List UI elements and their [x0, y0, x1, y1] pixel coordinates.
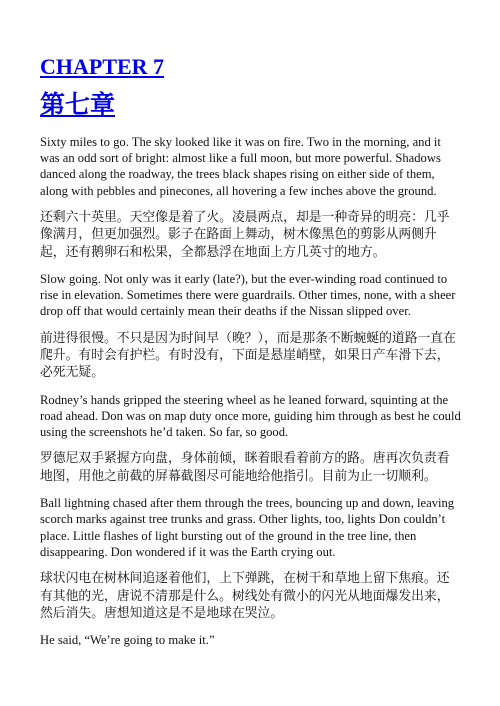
paragraph-english-4: Ball lightning chased after them through the trees, bouncing up and down, leaving scorch marks against tree trunks and grass. Other lights, too, lights Don couldn’t place. Little flashes of light bursting out of the ground in the tree line, then disappearing. Don wondered if it was the Earth crying out. [40, 496, 455, 559]
chapter-title-chinese-link[interactable]: 第七章 [40, 90, 116, 119]
paragraph-chinese-4: 球状闪电在树林间追逐着他们，上下弹跳，在树干和草地上留下焦痕。还有其他的光，唐说不清那是什么。树线处有微小的闪光从地面爆发出来，然后消失。唐想知道这是不是地球在哭泣。 [40, 571, 450, 621]
paragraph-chinese-1: 还剩六十英里。天空像是着了火。凌晨两点，却是一种奇异的明亮：几乎像满月，但更加强烈。影子在路面上舞动，树木像黑色的剪影从两侧升起，还有鹅卵石和松果，全都悬浮在地面上方几英寸的地方。 [40, 209, 450, 260]
chapter-title-english-link[interactable]: CHAPTER 7 [40, 54, 165, 79]
paragraph-english-3: Rodney’s hands gripped the steering wheel as he leaned forward, squinting at the road ahead. Don was on map duty once more, guiding him through as best he could using the screenshots he’d taken. So far, so good. [40, 392, 461, 440]
document-page [40, 54, 462, 659]
paragraph-english-2: Slow going. Not only was it early (late?), but the ever-winding road continued to rise in elevation. Sometimes there were guardrails. Other times, none, with a sheer drop off that would certainly mean their deaths if the Nissan slipped over. [40, 272, 456, 319]
paragraph-chinese-2: 前进得很慢。不只是因为时间早（晚？），而是那条不断蜿蜒的道路一直在爬升。有时会有护栏。有时没有，下面是悬崖峭壁，如果日产车滑下去，必死无疑。 [40, 330, 456, 381]
paragraph-english-5: He said, “We’re going to make it.” [40, 633, 215, 648]
paragraph-english-1: Sixty miles to go. The sky looked like it was on fire. Two in the morning, and it was an odd sort of bright: almost like a full moon, but more powerful. Shadows danced along the roadway, the trees black shapes rising on either side of them, along with pebbles and pinecones, all hovering a few inches above the ground. [40, 135, 441, 198]
paragraph-chinese-3: 罗德尼双手紧握方向盘，身体前倾，眯着眼看着前方的路。唐再次负责看地图，用他之前截的屏幕截图尽可能地给他指引。目前为止一切顺利。 [40, 451, 450, 484]
